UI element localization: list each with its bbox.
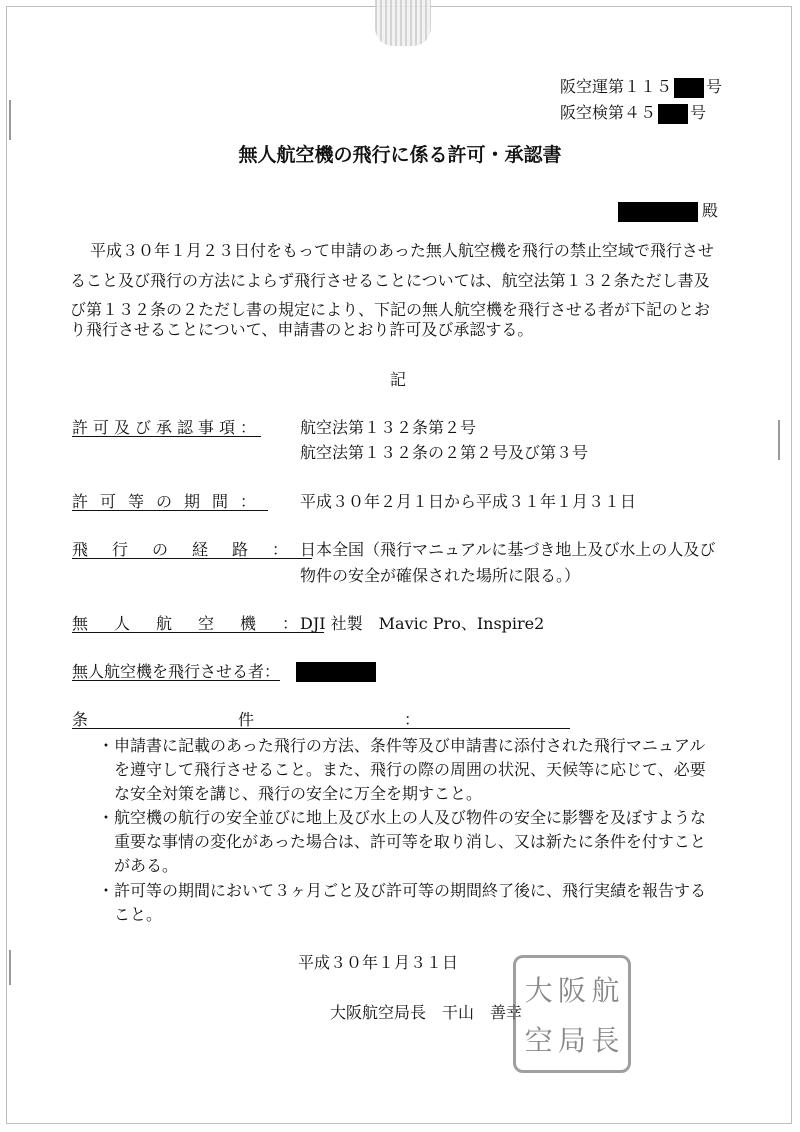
intro-line: ること及び飛行の方法によらず飛行させることについては、航空法第１３２条ただし書及 — [70, 271, 710, 290]
intro-line: り飛行させることについて、申請書のとおり許可及び承認する。 — [70, 320, 534, 339]
condition-line: 重要な事情の変化があった場合は、許可等を取り消し、又は新たに条件を付すこと — [114, 832, 706, 851]
condition-line: を遵守して飛行させること。また、飛行の際の周囲の状況、天候等に応じて、必要 — [114, 760, 706, 779]
document-title: 無人航空機の飛行に係る許可・承認書 — [238, 144, 562, 166]
intro-line: び第１３２条の２ただし書の規定により、下記の無人航空機を飛行させる者が下記のとお — [70, 300, 711, 319]
seal-char: 局 — [557, 1024, 586, 1057]
official-seal — [513, 955, 631, 1073]
addressee: 殿 — [618, 200, 718, 222]
left-edge-mark — [9, 950, 11, 985]
condition-line: こと。 — [114, 905, 163, 924]
condition-line: ・航空機の航行の安全並びに地上及び水上の人及び物件の安全に影響を及ぼすような — [98, 808, 707, 827]
conditions-label: 条件： — [72, 710, 571, 729]
seal-char: 航 — [591, 974, 620, 1007]
period-label: 許可等の期間： — [72, 492, 269, 511]
period-value: 平成３０年２月１日から平成３１年１月３１日 — [300, 492, 637, 511]
redaction — [618, 202, 698, 222]
route-value: 日本全国（飛行マニュアルに基づき地上及び水上の人及び — [300, 540, 716, 559]
doc-number-1: 阪空運第１１５ 号 — [560, 77, 723, 96]
seal-char: 長 — [591, 1024, 620, 1057]
aircraft-value: DJI 社製 Mavic Pro、Inspire2 — [300, 614, 545, 633]
seal-char: 空 — [524, 1024, 553, 1057]
signature — [330, 1002, 522, 1024]
issue-date: 平成３０年１月３１日 — [298, 953, 459, 972]
redaction — [674, 78, 704, 98]
approval-value: 航空法第１３２条の２第２号及び第３号 — [300, 443, 589, 462]
issuer-office: 大阪航空局長 — [330, 1003, 427, 1022]
left-edge-mark — [9, 100, 11, 140]
operator-label: 無人航空機を飛行させる者： — [72, 662, 281, 681]
intro-line: 平成３０年１月２３日付をもって申請のあった無人航空機を飛行の禁止空域で飛行させ — [90, 241, 714, 260]
aircraft-label: 無人航空機： — [72, 614, 325, 633]
condition-line: ・許可等の期間において３ヶ月ごと及び許可等の期間終了後に、飛行実績を報告する — [98, 881, 707, 900]
condition-line: な安全対策を講じ、飛行の安全に万全を期すこと。 — [114, 784, 483, 803]
doc-number-2: 阪空検第４５ 号 — [560, 103, 707, 122]
binding-mark — [375, 0, 431, 46]
route-label: 飛行の経路： — [72, 540, 313, 559]
seal-char: 大 — [524, 974, 553, 1007]
approval-label: 許可及び承認事項： — [72, 418, 262, 437]
right-edge-mark — [778, 420, 780, 460]
condition-line: ・申請書に記載のあった飛行の方法、条件等及び申請書に添付された飛行マニュアル — [98, 736, 706, 755]
redaction — [296, 662, 376, 682]
seal-char: 阪 — [557, 974, 586, 1007]
route-value: 物件の安全が確保された場所に限る。） — [300, 566, 581, 585]
approval-value: 航空法第１３２条第２号 — [300, 418, 477, 437]
issuer-name: 干山 善幸 — [442, 1003, 523, 1022]
operator-value — [296, 661, 376, 682]
redaction — [658, 104, 688, 124]
ki-marker: 記 — [390, 370, 407, 389]
condition-line: がある。 — [114, 856, 179, 875]
